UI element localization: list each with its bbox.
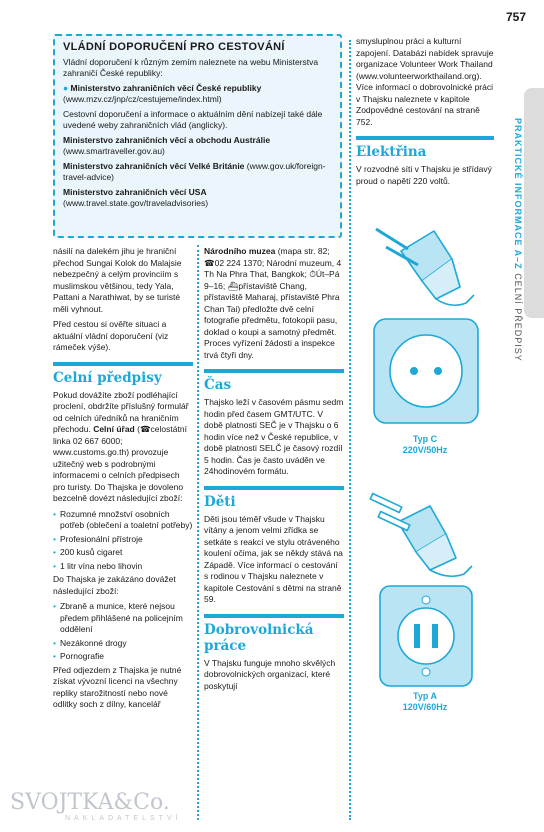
list-item: • Profesionální přístroje xyxy=(53,534,193,546)
vertical-title-main: PRAKTICKÉ INFORMACE A–Z xyxy=(513,118,523,270)
thumb-tab xyxy=(524,88,544,318)
body-paragraph: Pokud dovážíte zboží podléhající proclení, obdržíte příslušný formulář od celních úředníků na hraničním přechodu. Celní úřad (☎celostátní linka 02 667 6000; www.customs.go.th) provozuje užitečný web s podrobnými informacemi o celních předpisech pro turisty. Do Thajska je dovoleno bezcelně dovézt následující zboží: xyxy=(53,389,189,503)
type-c-voltage: 220V/50Hz xyxy=(402,445,448,455)
type-a-label: Typ A xyxy=(413,691,437,701)
body-paragraph: Národního muzea (mapa str. 82; ☎02 224 1370; Národní muzeum, 4 Th Na Phra That, Bangkok; ⏱Út–Pá 9–16; ⛴přístaviště Chang, přístaviště Maharaj, přístaviště Phra Chan Tai) předložte dvě celní fotografie předmětu, fotokopii pasu, doklad o koupi a samotný předmět. Proces vyřízení žádosti a inspekce trvá čtyři dny. xyxy=(204,246,342,360)
prohibited-goods-list xyxy=(53,601,193,663)
box-para2: Cestovní doporučení a informace o aktuálním dění nabízejí také dále uvedené weby zahraničních vlád (anglicky). xyxy=(63,108,323,130)
box-item-au: Ministerstvo zahraničních věcí a obchodu Austrálie (www.smartraveller.gov.au) xyxy=(63,134,271,156)
type-c-label: Typ C xyxy=(412,434,438,444)
column-divider xyxy=(349,40,351,820)
allowed-goods-list xyxy=(53,509,193,573)
list-item: • Zbraně a munice, které nejsou předem přihlášené na policejním oddělení xyxy=(53,601,193,636)
socket-type-c-icon xyxy=(356,313,494,431)
body-paragraph: smysluplnou práci a kulturní zapojení. Databázi nabídek spravuje organizace Volunteer Work Thailand (www.volunteerworkthailand.org). Více informací o dobrovolnické práci v Thajsku naleznete v kapitole Zodpovědné cestování na straně 752. xyxy=(356,36,494,127)
list-item: • 200 kusů cigaret xyxy=(53,547,193,559)
body-paragraph: Před cestou si ověřte situaci a aktuální vládní doporučení (viz rámeček výše). xyxy=(53,319,169,352)
section-heading-volunteering: Dobrovolnická práce xyxy=(204,614,344,654)
body-paragraph: Před odjezdem z Thajska je nutné získat vývozní licenci na všechny repliky starožitností nebo nové odlitky soch z dílny, kancelář xyxy=(53,664,182,709)
list-item: • Pornografie xyxy=(53,651,193,663)
body-paragraph: Děti jsou téměř všude v Thajsku vítány a jenom velmi zřídka se setkáte s reakcí ve stylu otráveného koulení očima, jak se někdy stává na Západě. Více informací o cestování s rodinou v Thajsku naleznete v kapitole Cestování s dětmi na straně 59. xyxy=(204,513,343,604)
body-paragraph: V rozvodné síti v Thajsku je střídavý proud o napětí 220 voltů. xyxy=(356,164,492,186)
section-heading-time: Čas xyxy=(204,369,344,393)
vertical-title-sub: CELNÍ PŘEDPISY xyxy=(513,273,523,362)
section-vertical-title xyxy=(512,118,524,362)
plug-type-a-icon xyxy=(356,470,494,580)
column-2 xyxy=(204,246,344,696)
box-intro: Vládní doporučení k různým zemím naleznete na webu Ministerstva zahraničí České republiky: xyxy=(63,56,319,78)
list-item: • Rozumné množství osobních potřeb (oblečení a toaletní potřeby) xyxy=(53,509,193,532)
section-heading-electricity: Elektřina xyxy=(356,136,494,160)
box-item-uk: Ministerstvo zahraničních věcí Velké Británie (www.gov.uk/foreign-travel-advice) xyxy=(63,160,326,182)
column-1 xyxy=(53,246,193,715)
body-paragraph: násilí na dalekém jihu je hraniční přechod Sungai Kolok do Malajsie nebezpečný a celým provinciím s muslimskou většinou, tedy Yala, Pattani a Narathiwat, by se turisté měli vyhnout. xyxy=(53,246,182,314)
body-paragraph: Do Thajska je zakázáno dovážet následující zboží: xyxy=(53,574,176,596)
box-item-cz: ● Ministerstvo zahraničních věcí České republiky (www.mzv.cz/jnp/cz/cestujeme/index.html) xyxy=(63,82,262,104)
page-number: 757 xyxy=(505,10,526,24)
travel-advice-box xyxy=(53,34,342,238)
box-title: VLÁDNÍ DOPORUČENÍ PRO CESTOVÁNÍ xyxy=(63,41,285,53)
box-item-us: Ministerstvo zahraničních věcí USA (www.travel.state.gov/traveladvisories) xyxy=(63,186,209,208)
plug-type-c-icon xyxy=(356,191,494,309)
section-heading-children: Děti xyxy=(204,486,344,510)
body-paragraph: V Thajsku funguje mnoho skvělých dobrovolnických organizací, které poskytují xyxy=(204,657,336,691)
column-3 xyxy=(356,36,494,713)
list-item: • 1 litr vína nebo lihovin xyxy=(53,561,193,573)
type-a-voltage: 120V/60Hz xyxy=(402,702,448,712)
section-heading-customs: Celní předpisy xyxy=(53,362,193,386)
socket-type-a-icon xyxy=(356,584,494,688)
body-paragraph: Thajsko leží v časovém pásmu sedm hodin před časem GMT/UTC. V době platnosti SEČ je v Thajsku o 6 hodin více než v České republice, v době platnosti SELČ je časový rozdíl 5 hodin. Čas je často uváděn ve 24hodinovém formátu. xyxy=(204,397,344,476)
publisher-watermark: SVOJTKA&Co. NAKLADATELSTVÍ xyxy=(10,790,182,822)
column-divider xyxy=(197,245,199,820)
list-item: • Nezákonné drogy xyxy=(53,638,193,650)
